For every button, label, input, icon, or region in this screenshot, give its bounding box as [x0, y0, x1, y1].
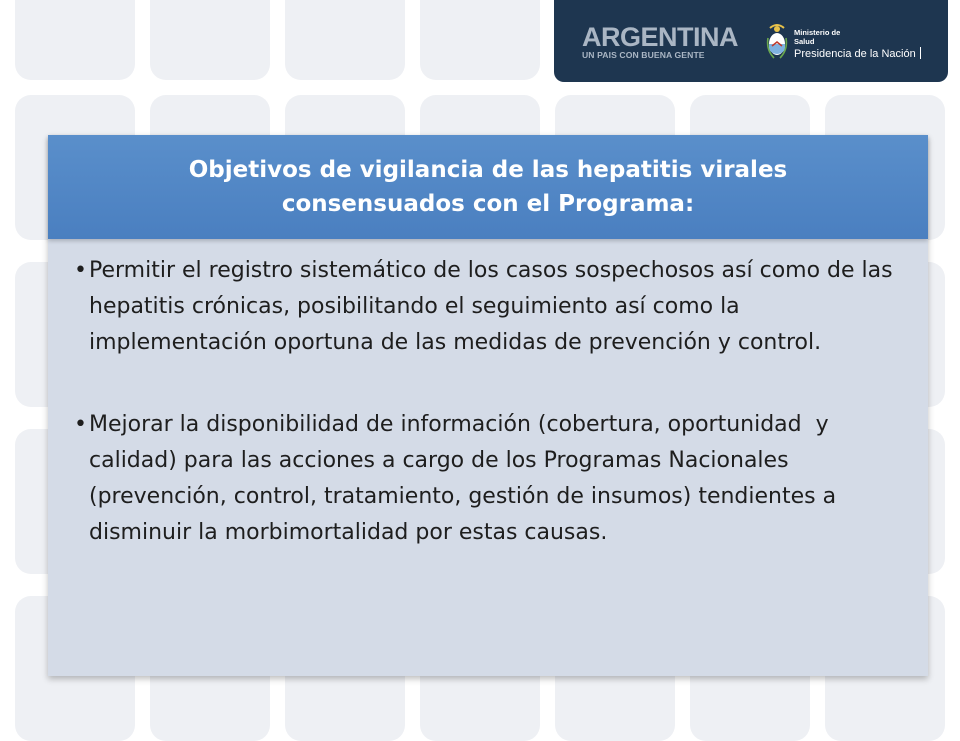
slide-title [189, 153, 787, 221]
bullet-item-2: • Mejorar la disponibilidad de información (cobertura, oportunidad y calidad) para las acciones a cargo de los Programas Nacionales (prevención, control, tratamiento, gestión de insumos) tendientes a disminuir la morbimortalidad por estas causas. [74, 407, 914, 551]
background-tile [150, 0, 270, 80]
brand-slogan: UN PAIS CON BUENA GENTE [582, 50, 705, 60]
argentina-logo [582, 22, 738, 61]
coat-of-arms-icon [766, 20, 788, 62]
presidencia-label [794, 47, 921, 61]
presidencia-text: Presidencia de la Nación [794, 48, 916, 60]
ministry-name: Salud [794, 37, 815, 46]
background-tile [285, 0, 405, 80]
brand-title: ARGENTINA [582, 22, 738, 52]
background-tile [420, 0, 540, 80]
title-line-2: consensuados con el Programa: [281, 191, 695, 217]
ministry-block [794, 28, 921, 61]
content-box [48, 135, 928, 676]
background-tile [15, 0, 135, 80]
title-line-1: Objetivos de vigilancia de las hepatitis virales [188, 157, 788, 183]
divider-bar [920, 47, 921, 59]
ministry-label: Ministerio de [794, 28, 841, 37]
bullet-item-1: • Permitir el registro sistemático de los casos sospechosos así como de las hepatitis crónicas, posibilitando el seguimiento así como la implementación oportuna de las medidas de prevención y control. [74, 253, 914, 361]
header-banner [554, 0, 948, 82]
title-band [48, 135, 928, 239]
bullet-list [74, 253, 914, 551]
